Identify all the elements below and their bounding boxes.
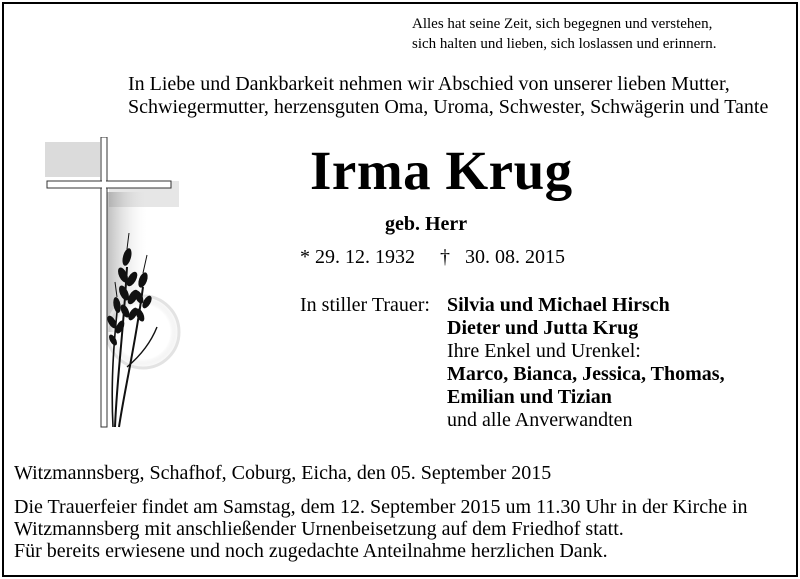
intro-line-1: In Liebe und Dankbarkeit nehmen wir Abschied von unserer lieben Mutter, — [128, 73, 730, 95]
mourners-list — [447, 294, 725, 432]
place-date: Witzmannsberg, Schafhof, Coburg, Eicha, den 05. September 2015 — [14, 462, 552, 484]
maiden-name: geb. Herr — [385, 213, 468, 235]
motto-line-2: sich halten und lieben, sich loslassen und erinnern. — [412, 35, 717, 52]
cross-wheat-icon — [45, 137, 185, 437]
dagger-icon: † — [440, 246, 450, 268]
motto-line-1: Alles hat seine Zeit, sich begegnen und verstehen, — [412, 16, 713, 32]
service-line-2: Witzmannsberg mit anschließender Urnenbeisetzung auf dem Friedhof statt. — [14, 518, 624, 540]
deceased-name: Irma Krug — [310, 140, 573, 201]
service-line-1: Die Trauerfeier findet am Samstag, dem 12. September 2015 um 11.30 Uhr in der Kirche in — [14, 496, 748, 518]
intro-line-2: Schwiegermutter, herzensguten Oma, Uroma, Schwester, Schwägerin und Tante — [128, 96, 769, 118]
intro-text — [128, 73, 768, 119]
mourner-line: Silvia und Michael Hirsch — [447, 294, 670, 316]
motto-quote — [412, 15, 717, 54]
service-line-3: Für bereits erwiesene und noch zugedachte Anteilnahme herzlichen Dank. — [14, 540, 608, 562]
service-info — [14, 496, 748, 562]
death-date — [440, 245, 565, 269]
mourner-line: Ihre Enkel und Urenkel: — [447, 340, 641, 362]
mourner-line: Dieter und Jutta Krug — [447, 317, 639, 339]
mourners-label: In stiller Trauer: — [300, 294, 430, 316]
mourner-line: Emilian und Tizian — [447, 386, 612, 408]
mourner-line: und alle Anverwandten — [447, 409, 633, 431]
birth-date: * 29. 12. 1932 — [300, 246, 415, 268]
mourner-line: Marco, Bianca, Jessica, Thomas, — [447, 363, 725, 385]
death-date-value: 30. 08. 2015 — [465, 246, 565, 268]
